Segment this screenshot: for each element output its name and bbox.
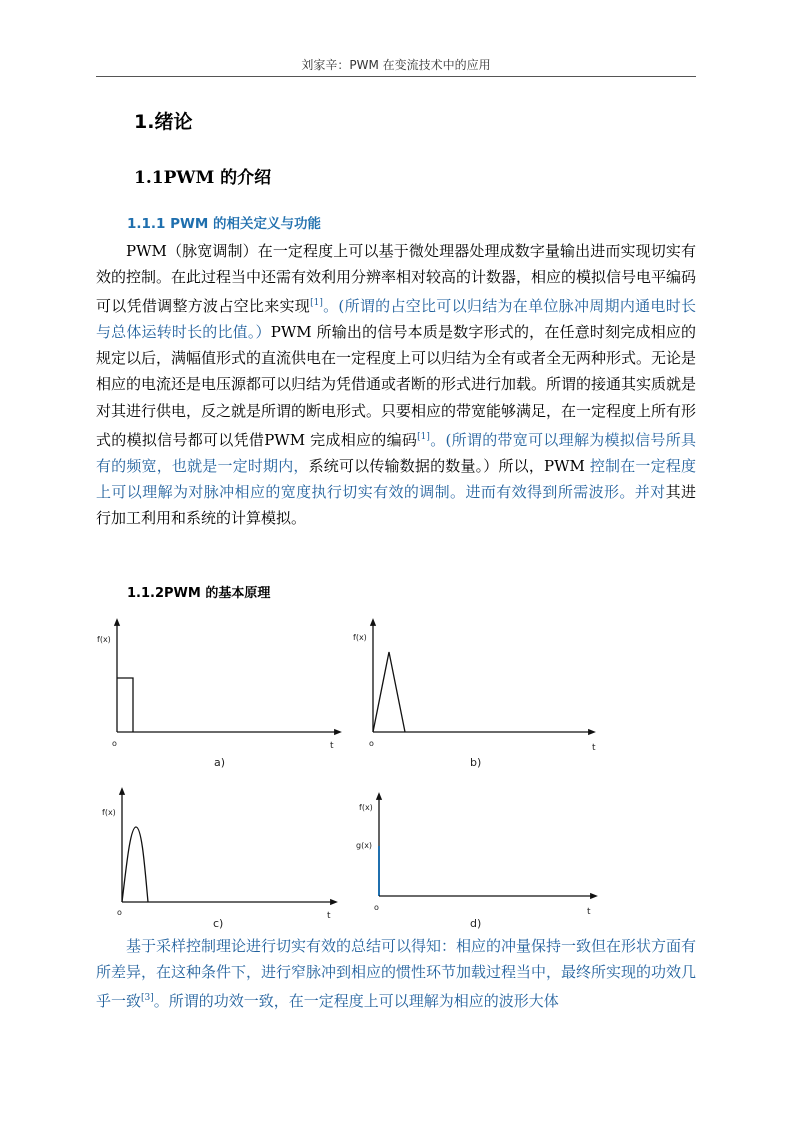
paragraph-1-s8: 其进行加工利用和系统的计算模拟。 [96, 482, 696, 527]
paragraph-1-s6: 系统可以传输数据的数量。）所以，PWM [308, 456, 590, 475]
citation-1: [1] [310, 298, 323, 309]
panel-a-caption: a) [214, 756, 226, 769]
section-title: 1.绪论 [134, 111, 193, 133]
citation-2: [1] [417, 431, 430, 442]
panel-c-xlabel: t [327, 911, 331, 921]
panel-b [353, 622, 596, 769]
panel-a-origin: o [112, 739, 117, 748]
subsection-title: 1.1PWM 的介绍 [134, 168, 272, 188]
subsubsection-title-2: 1.1.2PWM 的基本原理 [127, 586, 271, 601]
panel-d-xlabel: t [587, 907, 591, 917]
panel-b-xlabel: t [592, 743, 596, 753]
paragraph-1-s2: 。(所谓的占空比可以归结为在单位脉冲周期内通电时长与总体运转时长的比值。） [96, 297, 696, 342]
panel-a-ylabel: f(x) [97, 635, 111, 644]
panel-d-origin: o [374, 903, 379, 912]
paragraph-2 [96, 933, 696, 1014]
running-header: 刘家辛：PWM 在变流技术中的应用 [301, 58, 491, 72]
paragraph-1-s3: PWM 所输出的信号本质是数字形式的，在任意时刻完成相应的规定以后，满幅值形式的直流供电在一定程度上可以归结为全有或者全无两种形式。无论是相应的电流还是电压源都可以归结为凭借通或者断的形式进行加载。所谓的接通其实质就是对其进行供电，反之就是所谓的断电形式。只要相应的带宽能够满足，在一定程度上所有形式的模拟信号都可以凭借 [96, 323, 697, 449]
paragraph-2-s2: 。所谓的功效一致，在一定程度上可以理解为相应的波形大体 [153, 992, 559, 1011]
panel-c-caption: c) [213, 917, 224, 930]
panel-a-rectangular-pulse [117, 678, 133, 732]
panel-b-ylabel: f(x) [353, 633, 367, 642]
panel-c [102, 791, 334, 930]
paragraph-1-s5: 。(所谓的带宽可以理解为模拟信号所具有的频宽，也就是一定时期内， [96, 430, 696, 475]
panel-a [97, 622, 338, 769]
paragraph-1-s1: PWM（脉宽调制）在一定程度上可以基于微处理器处理成数字量输出进而实现切实有效的控制。在此过程当中还需有效利用分辨率相对较高的计数器，相应的模拟信号电平编码可以凭借调整方波占空比来实现 [96, 242, 697, 316]
panel-c-origin: o [117, 908, 122, 917]
paragraph-2-s1: 基于采样控制理论进行切实有效的总结可以得知：相应的冲量保持一致但在形状方面有所差异，在这种条件下，进行窄脉冲到相应的惯性环节加载过程当中，最终所实现的功效几乎一致 [96, 937, 697, 1011]
panel-b-triangular-pulse [373, 652, 405, 732]
panel-b-origin: o [369, 739, 374, 748]
panel-d [356, 796, 594, 930]
panel-c-ylabel: f(x) [102, 808, 116, 817]
panel-b-caption: b) [470, 756, 482, 769]
panel-a-xlabel: t [330, 741, 334, 751]
paragraph-1-s4: PWM 完成相应的编码 [264, 430, 418, 449]
panel-d-ylabel: f(x) [359, 803, 373, 812]
subsubsection-title-1: 1.1.1 PWM 的相关定义与功能 [127, 216, 322, 232]
panel-c-sine-pulse [122, 827, 148, 902]
panel-d-ylabel2: g(x) [356, 841, 373, 850]
citation-3: [3] [141, 993, 154, 1004]
paragraph-1-s7: 控制在一定程度上可以理解为对脉冲相应的宽度执行切实有效的调制。进而有效得到所需波形。并对 [96, 456, 696, 501]
panel-d-caption: d) [470, 917, 482, 930]
